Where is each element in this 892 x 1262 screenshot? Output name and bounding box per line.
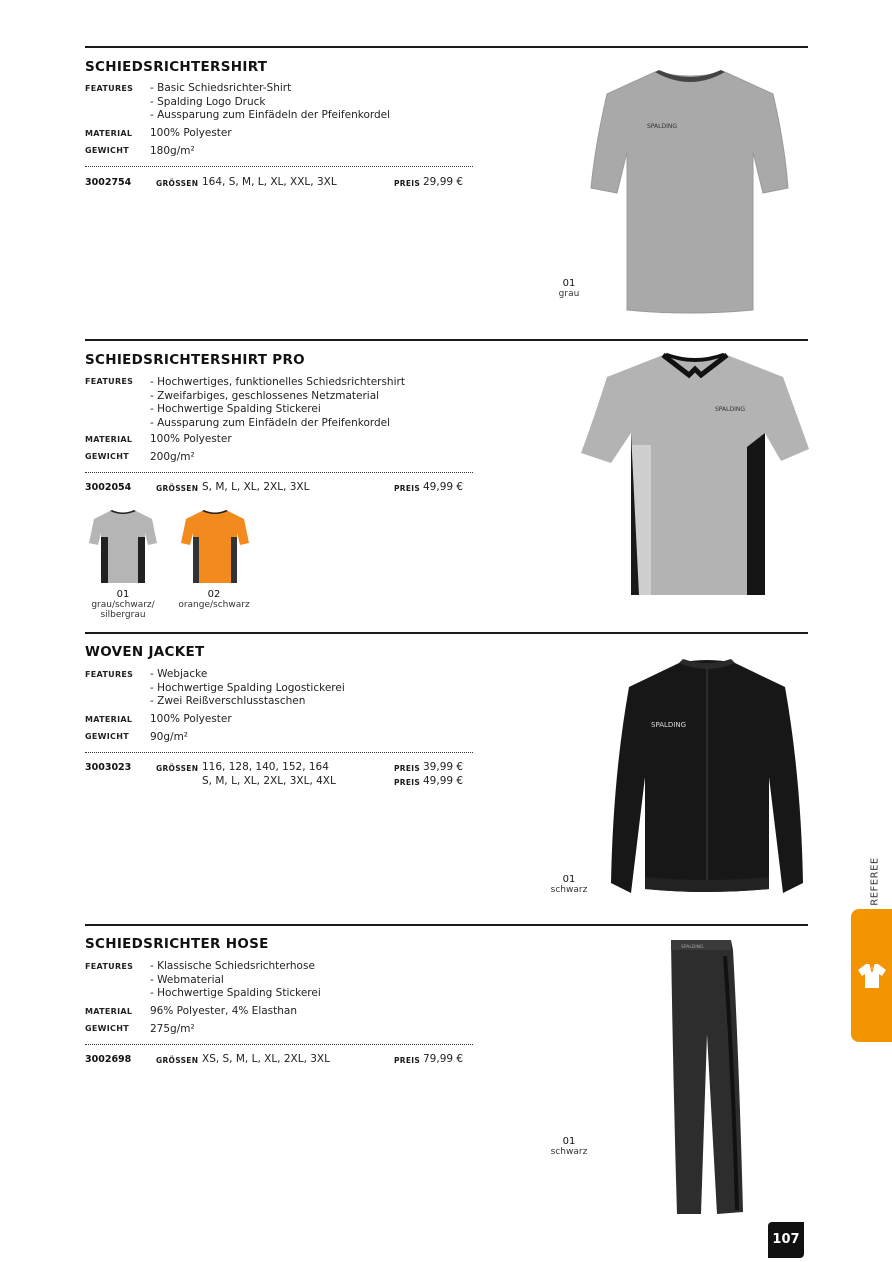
brand-logo-text: SPALDING xyxy=(681,945,704,950)
price-label: PREIS xyxy=(394,764,421,773)
variant-number: 01 xyxy=(116,589,130,600)
shirt-thumbnail-grey xyxy=(88,509,158,585)
color-variant xyxy=(540,875,598,895)
weight-label: GEWICHT xyxy=(85,146,129,155)
features-list xyxy=(150,960,321,1001)
product-title: SCHIEDSRICHTERSHIRT xyxy=(85,59,268,75)
product-title: WOVEN JACKET xyxy=(85,644,205,660)
sizes-line: S, M, L, XL, 2XL, 3XL, 4XL xyxy=(202,774,336,787)
feature-item: - Hochwertige Spalding Stickerei xyxy=(150,987,321,999)
feature-item: - Aussparung zum Einfädeln der Pfeifenkordel xyxy=(150,109,391,121)
sizes-label: GRÖSSEN xyxy=(156,1056,199,1065)
dotted-divider xyxy=(85,752,473,753)
material-label: MATERIAL xyxy=(85,715,133,724)
features-list xyxy=(150,668,345,709)
features-label: FEATURES xyxy=(85,84,134,93)
variant-number: 01 xyxy=(562,1136,576,1147)
weight-value: 200g/m² xyxy=(150,451,195,463)
sizes-label: GRÖSSEN xyxy=(156,484,199,493)
price-label: PREIS xyxy=(394,1056,421,1065)
article-number: 3002754 xyxy=(85,177,132,188)
brand-logo-text: SPALDING xyxy=(715,406,746,413)
feature-item: - Zwei Reißverschlusstaschen xyxy=(150,695,306,707)
product-title: SCHIEDSRICHTERSHIRT PRO xyxy=(85,352,305,368)
section-divider xyxy=(85,339,808,341)
feature-item: - Klassische Schiedsrichterhose xyxy=(150,960,315,972)
features-list xyxy=(150,376,405,430)
page-number: 107 xyxy=(768,1222,804,1258)
price-value: 29,99 € xyxy=(423,176,464,188)
article-number: 3002698 xyxy=(85,1054,132,1065)
sizes-value xyxy=(202,761,336,788)
weight-value: 275g/m² xyxy=(150,1023,195,1035)
features-list xyxy=(150,82,390,123)
section-divider xyxy=(85,46,808,48)
sizes-value: XS, S, M, L, XL, 2XL, 3XL xyxy=(202,1053,330,1065)
weight-label: GEWICHT xyxy=(85,1024,129,1033)
side-label-text: REFEREE xyxy=(869,857,881,906)
material-label: MATERIAL xyxy=(85,129,133,138)
article-number: 3002054 xyxy=(85,482,132,493)
brand-logo-text: SPALDING xyxy=(647,123,678,130)
variant-color: silbergrau xyxy=(100,610,146,620)
color-variant xyxy=(85,590,161,620)
material-value: 100% Polyester xyxy=(150,713,232,725)
feature-item: - Hochwertige Spalding Stickerei xyxy=(150,403,321,415)
dotted-divider xyxy=(85,472,473,473)
material-value: 100% Polyester xyxy=(150,127,232,139)
features-label: FEATURES xyxy=(85,670,134,679)
feature-item: - Spalding Logo Druck xyxy=(150,95,266,108)
category-tab[interactable] xyxy=(851,909,892,1042)
variant-color: grau xyxy=(558,289,580,299)
product-section-woven-jacket xyxy=(85,632,808,922)
referee-shirt-image xyxy=(585,66,795,316)
section-divider xyxy=(85,632,808,634)
price-label: PREIS xyxy=(394,778,421,787)
product-section-referee-pants xyxy=(85,924,808,1224)
variant-color: schwarz xyxy=(550,885,588,895)
brand-logo-text: SPALDING xyxy=(651,721,687,729)
sizes-line: 116, 128, 140, 152, 164 xyxy=(202,761,329,773)
feature-item: - Webmaterial xyxy=(150,973,224,986)
variant-color: grau/schwarz/ xyxy=(91,600,155,610)
woven-jacket-image xyxy=(609,657,805,897)
product-section-shirt xyxy=(85,46,808,336)
material-label: MATERIAL xyxy=(85,435,133,444)
shirt-thumbnail-orange xyxy=(180,509,250,585)
material-value: 100% Polyester xyxy=(150,433,232,445)
feature-item: - Hochwertige Spalding Logostickerei xyxy=(150,681,345,694)
features-label: FEATURES xyxy=(85,377,134,386)
feature-item: - Webjacke xyxy=(150,668,208,680)
variant-color: schwarz xyxy=(550,1147,588,1157)
feature-item: - Basic Schiedsrichter-Shirt xyxy=(150,82,292,94)
sizes-value: S, M, L, XL, 2XL, 3XL xyxy=(202,481,310,493)
sizes-label: GRÖSSEN xyxy=(156,179,199,188)
price-value: 79,99 € xyxy=(423,1053,464,1065)
jersey-icon xyxy=(857,962,887,990)
features-label: FEATURES xyxy=(85,962,134,971)
feature-item: - Zweifarbiges, geschlossenes Netzmaterial xyxy=(150,389,380,402)
material-value: 96% Polyester, 4% Elasthan xyxy=(150,1005,297,1017)
article-number: 3003023 xyxy=(85,762,132,773)
feature-item: - Hochwertiges, funktionelles Schiedsrichtershirt xyxy=(150,376,405,388)
price-value: 49,99 € xyxy=(423,481,464,493)
dotted-divider xyxy=(85,166,473,167)
variant-number: 02 xyxy=(207,589,221,600)
price-label: PREIS xyxy=(394,484,421,493)
price-value: 39,99 € xyxy=(423,761,464,773)
dotted-divider xyxy=(85,1044,473,1045)
sizes-value: 164, S, M, L, XL, XXL, 3XL xyxy=(202,176,337,188)
variant-number: 01 xyxy=(562,874,576,885)
material-label: MATERIAL xyxy=(85,1007,133,1016)
weight-value: 90g/m² xyxy=(150,731,189,743)
product-title: SCHIEDSRICHTER HOSE xyxy=(85,936,269,952)
section-divider xyxy=(85,924,808,926)
color-variant xyxy=(173,590,255,610)
product-section-shirt-pro xyxy=(85,339,808,629)
color-variant xyxy=(540,1137,598,1157)
price-value: 49,99 € xyxy=(423,775,464,787)
section-side-label xyxy=(865,857,881,906)
feature-item: - Aussparung zum Einfädeln der Pfeifenkordel xyxy=(150,416,391,429)
referee-shirt-pro-image xyxy=(579,351,811,599)
sizes-label: GRÖSSEN xyxy=(156,764,199,773)
weight-value: 180g/m² xyxy=(150,145,195,157)
variant-color: orange/schwarz xyxy=(178,600,250,610)
weight-label: GEWICHT xyxy=(85,452,129,461)
weight-label: GEWICHT xyxy=(85,732,129,741)
referee-pants-image xyxy=(667,938,747,1218)
price-label: PREIS xyxy=(394,179,421,188)
variant-number: 01 xyxy=(562,278,576,289)
